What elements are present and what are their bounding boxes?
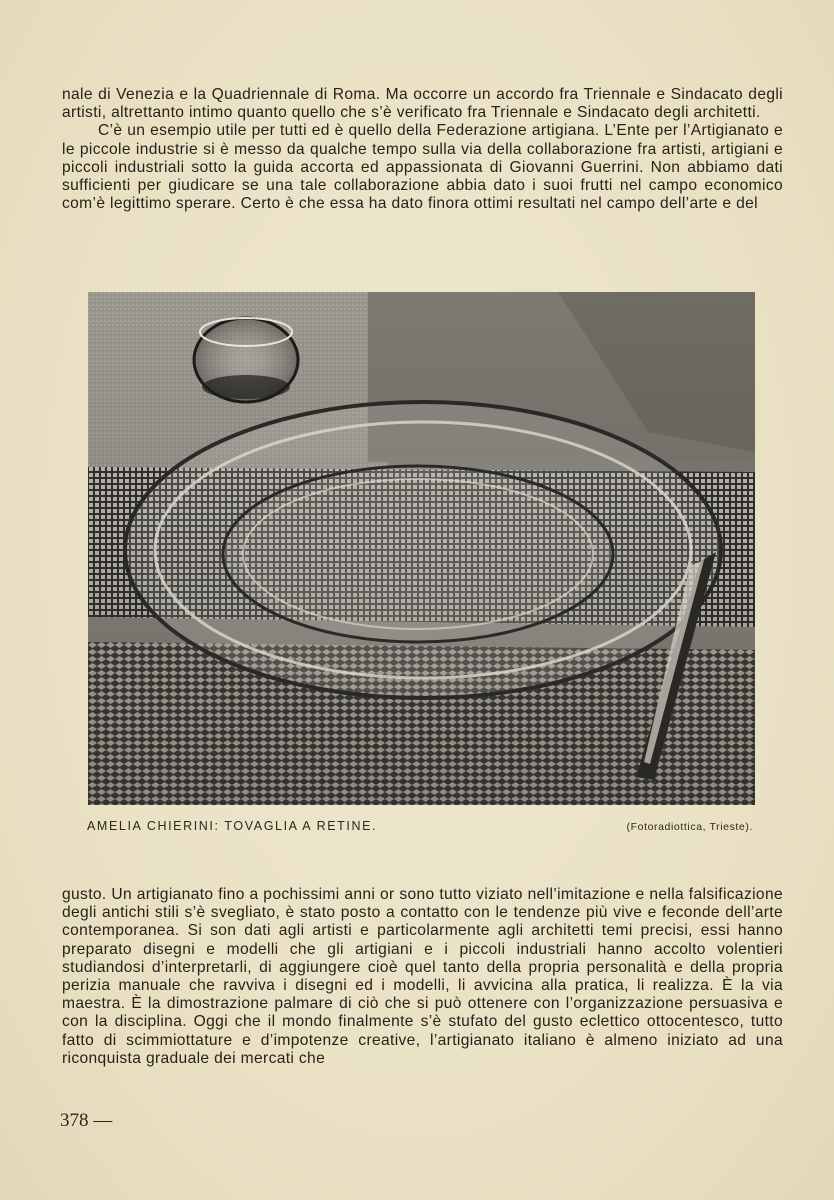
- paragraph: gusto. Un artigianato fino a pochissimi anni or sono tutto viziato nell’imitazione e nella falsificazione degli antichi stili s’è svegliato, è stato posto a contatto con le tendenze più vive e feconde dell’arte contemporanea. Si son dati agli artisti e particolarmente agli architetti temi precisi, essi hanno preparato disegni e modelli che gli artigiani e i piccoli industriali hanno accolto volentieri studiandosi d’interpretarli, di aggiungere cioè quel tanto della propria personalità e della propria perizia manuale che ravviva i disegni ed i modelli, li avvicina alla pratica, li realizza. È la via maestra. È la dimostrazione palmare di ciò che si può ottenere con l’organizzazione persuasiva e con la disciplina. Oggi che il mondo finalmente s’è stufato del gusto eclettico ottocentesco, tutto fatto di scimmiottature e d’impotenze creative, l’artigianato italiano è almeno iniziato ad una riconquista graduale dei mercati che: [62, 886, 783, 1067]
- photo-credit: (Fotoradiottica, Trieste).: [626, 821, 753, 833]
- tablecloth-photograph: [88, 292, 755, 805]
- caption-title: AMELIA CHIERINI: TOVAGLIA A RETINE.: [87, 819, 378, 833]
- body-text-top: [62, 86, 783, 213]
- body-text-bottom: [62, 886, 783, 1068]
- paragraph: C’è un esempio utile per tutti ed è quello della Federazione artigiana. L’Ente per l’Artigianato e le piccole industrie si è messo da qualche tempo sulla via della collaborazione fra artisti, artigiani e piccoli industriali sotto la guida accorta ed appassionata di Giovanni Guerrini. Non abbiamo dati sufficienti per giudicare se una tale collaborazione abbia dato i suoi frutti nel campo economico com’è legittimo sperare. Certo è che essa ha dato finora ottimi resultati nel campo dell’arte e del: [62, 122, 783, 213]
- figure-caption: [87, 819, 755, 837]
- paragraph: nale di Venezia e la Quadriennale di Roma. Ma occorre un accordo fra Triennale e Sindacato degli artisti, altrettanto intimo quanto quello che s’è verificato fra Triennale e Sindacato degli architetti.: [62, 86, 783, 122]
- photograph-image: [88, 292, 755, 805]
- page-number: 378 —: [60, 1110, 113, 1131]
